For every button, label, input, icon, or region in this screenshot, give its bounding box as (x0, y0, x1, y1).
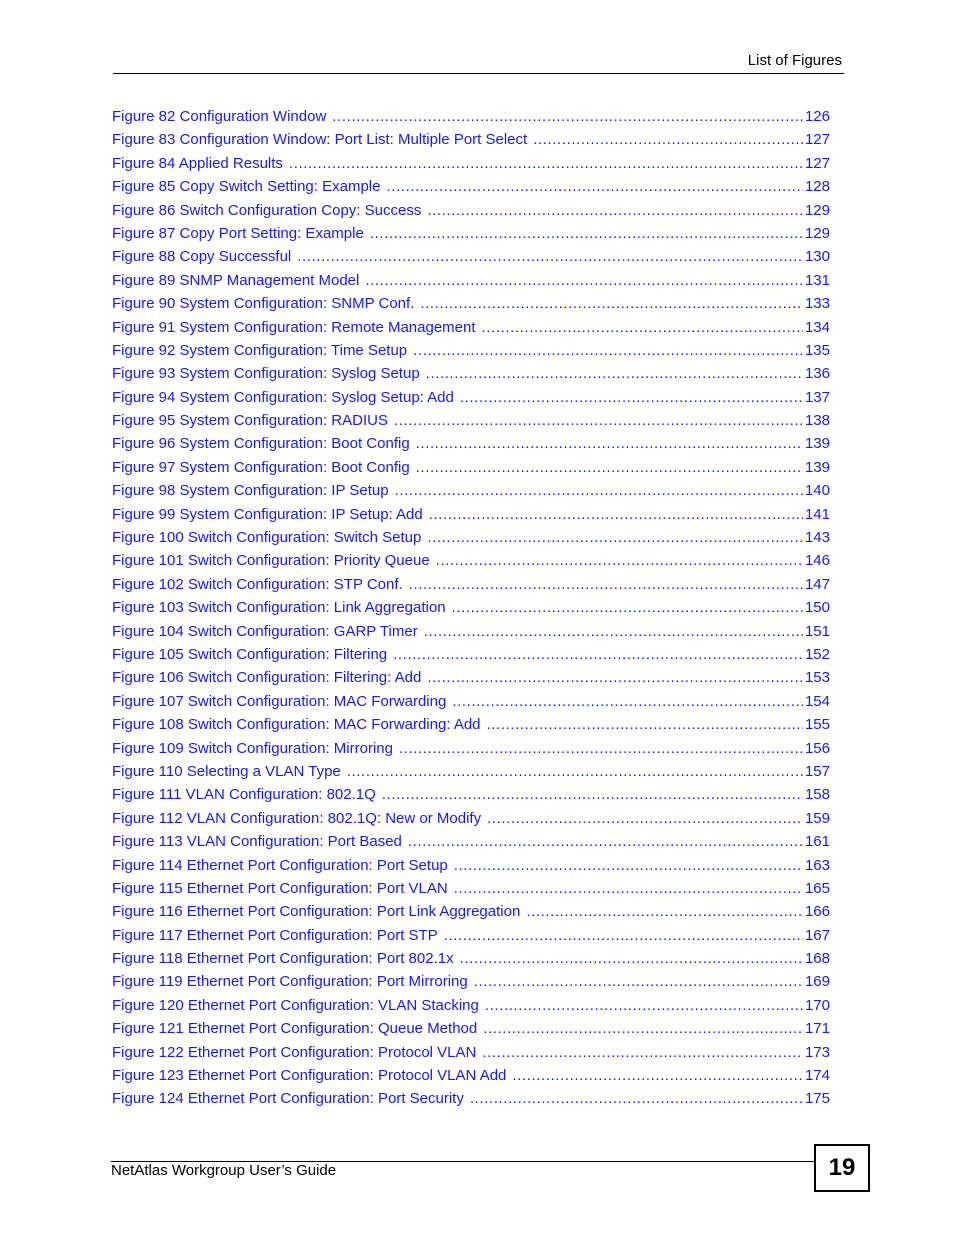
figure-link[interactable] (112, 574, 830, 597)
figure-page-number: 150 (804, 599, 830, 617)
page-number: 19 (814, 1144, 870, 1192)
figure-label: Figure 119 Ethernet Port Configuration: Port Mirroring (112, 973, 468, 991)
list-item (112, 504, 830, 527)
dot-leader (444, 925, 803, 946)
dot-leader (347, 761, 803, 782)
list-item (112, 176, 830, 199)
dot-leader (485, 995, 803, 1016)
figure-page-number: 127 (804, 131, 830, 149)
list-item (112, 925, 830, 948)
figure-page-number: 152 (804, 645, 830, 663)
figure-label: Figure 122 Ethernet Port Configuration: Protocol VLAN (112, 1043, 477, 1061)
figure-label: Figure 92 System Configuration: Time Setup (112, 341, 408, 359)
list-item (112, 153, 830, 176)
figure-page-number: 171 (804, 1020, 830, 1038)
figure-page-number: 155 (804, 716, 830, 734)
figure-page-number: 139 (804, 435, 830, 453)
header-title: List of Figures (747, 52, 842, 69)
figure-link[interactable] (112, 948, 830, 971)
figure-page-number: 131 (804, 271, 830, 289)
figure-label: Figure 86 Switch Configuration Copy: Success (112, 201, 422, 219)
figure-label: Figure 89 SNMP Management Model (112, 271, 360, 289)
figure-label: Figure 83 Configuration Window: Port List: Multiple Port Select (112, 131, 528, 149)
dot-leader (420, 293, 803, 314)
dot-leader (382, 784, 803, 805)
figure-link[interactable] (112, 808, 830, 831)
list-item (112, 387, 830, 410)
figure-label: Figure 100 Switch Configuration: Switch Setup (112, 529, 422, 547)
list-item (112, 223, 830, 246)
figure-list (112, 106, 830, 1112)
figure-page-number: 175 (804, 1090, 830, 1108)
figure-link[interactable] (112, 480, 830, 503)
dot-leader (483, 1018, 803, 1039)
list-item (112, 270, 830, 293)
list-item (112, 1065, 830, 1088)
figure-page-number: 167 (804, 926, 830, 944)
figure-link[interactable] (112, 667, 830, 690)
figure-link[interactable] (112, 597, 830, 620)
figure-label: Figure 115 Ethernet Port Configuration: Port VLAN (112, 879, 448, 897)
figure-page-number: 139 (804, 458, 830, 476)
figure-label: Figure 105 Switch Configuration: Filtering (112, 645, 388, 663)
figure-link[interactable] (112, 761, 830, 784)
list-item (112, 363, 830, 386)
figure-page-number: 146 (804, 552, 830, 570)
figure-page-number: 136 (804, 365, 830, 383)
list-item (112, 667, 830, 690)
figure-label: Figure 120 Ethernet Port Configuration: VLAN Stacking (112, 996, 479, 1014)
dot-leader (393, 644, 803, 665)
figure-link[interactable] (112, 410, 830, 433)
figure-label: Figure 102 Switch Configuration: STP Conf. (112, 575, 403, 593)
dot-leader (533, 129, 803, 150)
figure-page-number: 159 (804, 809, 830, 827)
list-item (112, 878, 830, 901)
figure-page-number: 137 (804, 388, 830, 406)
figure-label: Figure 110 Selecting a VLAN Type (112, 762, 341, 780)
dot-leader (426, 363, 803, 384)
dot-leader (297, 246, 803, 267)
figure-label: Figure 90 System Configuration: SNMP Conf. (112, 295, 415, 313)
dot-leader (474, 971, 803, 992)
figure-link[interactable] (112, 621, 830, 644)
figure-link[interactable] (112, 246, 830, 269)
list-item (112, 761, 830, 784)
figure-page-number: 163 (804, 856, 830, 874)
figure-link[interactable] (112, 176, 830, 199)
figure-page-number: 127 (804, 154, 830, 172)
figure-link[interactable] (112, 363, 830, 386)
figure-link[interactable] (112, 433, 830, 456)
figure-link[interactable] (112, 223, 830, 246)
list-item (112, 644, 830, 667)
list-item (112, 784, 830, 807)
figure-label: Figure 101 Switch Configuration: Priority Queue (112, 552, 430, 570)
list-item (112, 1042, 830, 1065)
figure-label: Figure 106 Switch Configuration: Filtering: Add (112, 669, 422, 687)
dot-leader (416, 433, 803, 454)
list-item (112, 106, 830, 129)
figure-link[interactable] (112, 1018, 830, 1041)
figure-label: Figure 103 Switch Configuration: Link Aggregation (112, 599, 446, 617)
figure-label: Figure 87 Copy Port Setting: Example (112, 224, 364, 242)
figure-label: Figure 98 System Configuration: IP Setup (112, 482, 389, 500)
figure-page-number: 174 (804, 1067, 830, 1085)
figure-page-number: 153 (804, 669, 830, 687)
figure-link[interactable] (112, 714, 830, 737)
figure-link[interactable] (112, 691, 830, 714)
figure-page-number: 147 (804, 575, 830, 593)
list-item (112, 948, 830, 971)
figure-link[interactable] (112, 738, 830, 761)
figure-page-number: 173 (804, 1043, 830, 1061)
list-item (112, 410, 830, 433)
dot-leader (470, 1088, 803, 1109)
figure-link[interactable] (112, 200, 830, 223)
figure-page-number: 154 (804, 692, 830, 710)
figure-link[interactable] (112, 878, 830, 901)
figure-link[interactable] (112, 644, 830, 667)
figure-link[interactable] (112, 106, 830, 129)
list-item (112, 597, 830, 620)
figure-label: Figure 96 System Configuration: Boot Config (112, 435, 410, 453)
figure-page-number: 151 (804, 622, 830, 640)
figure-label: Figure 84 Applied Results (112, 154, 283, 172)
dot-leader (386, 176, 803, 197)
dot-leader (399, 738, 803, 759)
figure-label: Figure 107 Switch Configuration: MAC Forwarding (112, 692, 447, 710)
dot-leader (454, 878, 803, 899)
dot-leader (424, 621, 803, 642)
dot-leader (460, 948, 803, 969)
list-item (112, 714, 830, 737)
figure-link[interactable] (112, 831, 830, 854)
figure-link[interactable] (112, 270, 830, 293)
figure-label: Figure 118 Ethernet Port Configuration: Port 802.1x (112, 950, 454, 968)
figure-label: Figure 109 Switch Configuration: Mirroring (112, 739, 393, 757)
figure-link[interactable] (112, 457, 830, 480)
figure-label: Figure 97 System Configuration: Boot Config (112, 458, 410, 476)
figure-link[interactable] (112, 925, 830, 948)
figure-label: Figure 117 Ethernet Port Configuration: Port STP (112, 926, 438, 944)
figure-link[interactable] (112, 1088, 830, 1111)
figure-page-number: 135 (804, 341, 830, 359)
figure-label: Figure 124 Ethernet Port Configuration: Port Security (112, 1090, 464, 1108)
figure-link[interactable] (112, 855, 830, 878)
figure-link[interactable] (112, 387, 830, 410)
figure-page-number: 133 (804, 295, 830, 313)
figure-link[interactable] (112, 1065, 830, 1088)
figure-page-number: 169 (804, 973, 830, 991)
dot-leader (413, 340, 803, 361)
figure-link[interactable] (112, 153, 830, 176)
figure-page-number: 158 (804, 786, 830, 804)
dot-leader (460, 387, 803, 408)
dot-leader (395, 480, 803, 501)
figure-page-number: 166 (804, 903, 830, 921)
figure-page-number: 170 (804, 996, 830, 1014)
dot-leader (482, 1042, 803, 1063)
figure-link[interactable] (112, 504, 830, 527)
dot-leader (482, 317, 803, 338)
dot-leader (454, 855, 803, 876)
list-item (112, 200, 830, 223)
list-item (112, 246, 830, 269)
figure-label: Figure 121 Ethernet Port Configuration: Queue Method (112, 1020, 478, 1038)
figure-label: Figure 82 Configuration Window (112, 108, 327, 125)
figure-label: Figure 91 System Configuration: Remote Management (112, 318, 476, 336)
dot-leader (427, 200, 803, 221)
list-item (112, 317, 830, 340)
figure-page-number: 129 (804, 201, 830, 219)
figure-link[interactable] (112, 784, 830, 807)
list-item (112, 691, 830, 714)
list-item (112, 293, 830, 316)
figure-page-number: 165 (804, 879, 830, 897)
list-item (112, 855, 830, 878)
header-divider (113, 73, 844, 74)
figure-label: Figure 95 System Configuration: RADIUS (112, 412, 388, 430)
list-item (112, 433, 830, 456)
figure-label: Figure 112 VLAN Configuration: 802.1Q: New or Modify (112, 809, 482, 827)
list-item (112, 340, 830, 363)
list-item (112, 995, 830, 1018)
figure-page-number: 130 (804, 248, 830, 266)
dot-leader (429, 504, 803, 525)
figure-page-number: 141 (804, 505, 830, 523)
figure-page-number: 140 (804, 482, 830, 500)
list-item (112, 621, 830, 644)
dot-leader (365, 270, 803, 291)
dot-leader (289, 153, 803, 174)
figure-page-number: 157 (804, 762, 830, 780)
figure-label: Figure 111 VLAN Configuration: 802.1Q (112, 786, 376, 804)
list-item (112, 574, 830, 597)
footer-guide-title: NetAtlas Workgroup User’s Guide (111, 1162, 337, 1179)
dot-leader (408, 831, 803, 852)
dot-leader (394, 410, 803, 431)
dot-leader (409, 574, 803, 595)
figure-link[interactable] (112, 971, 830, 994)
dot-leader (526, 901, 803, 922)
list-item (112, 831, 830, 854)
figure-label: Figure 113 VLAN Configuration: Port Based (112, 833, 402, 851)
figure-page-number: 161 (804, 833, 830, 851)
figure-page-number: 143 (804, 529, 830, 547)
figure-page-number: 126 (804, 108, 830, 125)
list-item (112, 550, 830, 573)
list-item (112, 971, 830, 994)
figure-link[interactable] (112, 995, 830, 1018)
figure-label: Figure 108 Switch Configuration: MAC Forwarding: Add (112, 716, 481, 734)
list-item (112, 901, 830, 924)
figure-link[interactable] (112, 1042, 830, 1065)
dot-leader (512, 1065, 803, 1086)
dot-leader (487, 808, 803, 829)
figure-link[interactable] (112, 550, 830, 573)
dot-leader (427, 527, 803, 548)
figure-page-number: 128 (804, 178, 830, 196)
figure-link[interactable] (112, 527, 830, 550)
dot-leader (436, 550, 803, 571)
list-item (112, 808, 830, 831)
figure-label: Figure 99 System Configuration: IP Setup: Add (112, 505, 423, 523)
figure-label: Figure 94 System Configuration: Syslog Setup: Add (112, 388, 454, 406)
dot-leader (332, 106, 803, 127)
figure-link[interactable] (112, 340, 830, 363)
list-item (112, 457, 830, 480)
dot-leader (370, 223, 803, 244)
list-item (112, 527, 830, 550)
figure-label: Figure 104 Switch Configuration: GARP Timer (112, 622, 418, 640)
figure-label: Figure 93 System Configuration: Syslog Setup (112, 365, 420, 383)
figure-page-number: 156 (804, 739, 830, 757)
figure-link[interactable] (112, 901, 830, 924)
dot-leader (416, 457, 803, 478)
list-item (112, 129, 830, 152)
list-item (112, 738, 830, 761)
figure-page-number: 134 (804, 318, 830, 336)
dot-leader (427, 667, 803, 688)
list-item (112, 1018, 830, 1041)
figure-page-number: 138 (804, 412, 830, 430)
figure-label: Figure 88 Copy Successful (112, 248, 292, 266)
figure-link[interactable] (112, 317, 830, 340)
list-item (112, 480, 830, 503)
figure-label: Figure 123 Ethernet Port Configuration: Protocol VLAN Add (112, 1067, 507, 1085)
dot-leader (452, 597, 803, 618)
figure-page-number: 129 (804, 224, 830, 242)
figure-link[interactable] (112, 293, 830, 316)
list-item (112, 1088, 830, 1111)
figure-page-number: 168 (804, 950, 830, 968)
figure-label: Figure 85 Copy Switch Setting: Example (112, 178, 381, 196)
figure-label: Figure 116 Ethernet Port Configuration: Port Link Aggregation (112, 903, 521, 921)
figure-link[interactable] (112, 129, 830, 152)
dot-leader (487, 714, 803, 735)
figure-label: Figure 114 Ethernet Port Configuration: Port Setup (112, 856, 448, 874)
dot-leader (452, 691, 803, 712)
